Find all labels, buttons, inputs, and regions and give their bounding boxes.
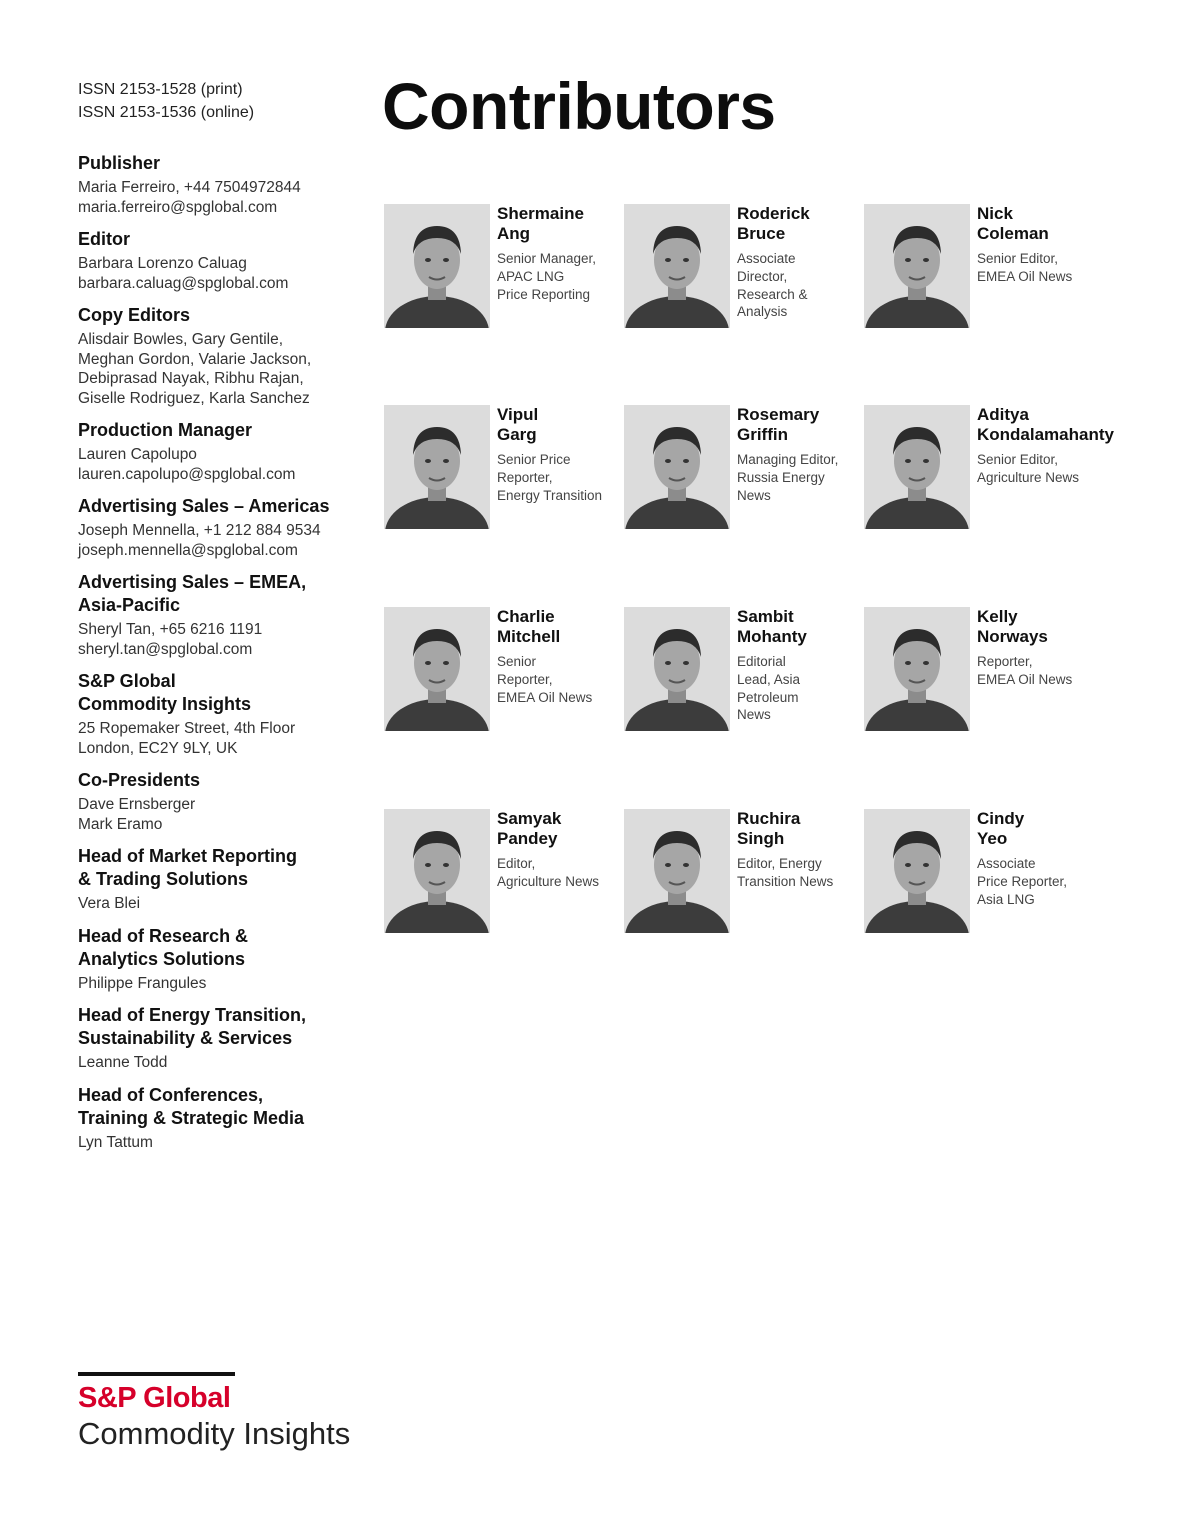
contributor-role-line: Reporter,: [497, 469, 553, 485]
section-detail-line: Barbara Lorenzo Caluag: [78, 255, 247, 272]
portrait-photo: [864, 809, 970, 933]
contributor-name-line: Norways: [977, 627, 1048, 646]
contributor-name-line: Charlie: [497, 607, 555, 626]
contributor-name-line: Mitchell: [497, 627, 561, 646]
section-details: [78, 1053, 358, 1073]
section-detail-line: Lauren Capolupo: [78, 446, 197, 463]
section-details: [78, 719, 358, 758]
section-heading-line: S&P Global: [78, 671, 176, 691]
contributor-card: [864, 204, 1104, 334]
contributor-role-line: Senior Editor,: [977, 251, 1059, 266]
contributor-role-line: EMEA Oil News: [497, 689, 593, 705]
contributor-role-line: Asia LNG: [977, 891, 1035, 907]
section-details: [78, 178, 358, 217]
logo-brand: S&P Global: [78, 1382, 231, 1414]
contributor-info: [497, 204, 627, 303]
portrait-photo: [864, 405, 970, 529]
section-heading-line: Co-Presidents: [78, 770, 201, 790]
section-detail-line: maria.ferreiro@spglobal.com: [78, 198, 278, 216]
section-heading-line: Asia-Pacific: [78, 595, 181, 615]
contributor-name: [737, 607, 867, 647]
contributor-card: [864, 607, 1104, 737]
portrait-photo: [384, 607, 490, 731]
section-details: [78, 620, 358, 659]
contributor-role-line: Reporter,: [977, 654, 1033, 669]
contributor-role: [497, 653, 627, 706]
contributor-role-line: Reporter,: [497, 671, 553, 687]
contributor-name-line: Ruchira: [737, 809, 801, 828]
section-detail-line: joseph.mennella@spglobal.com: [78, 541, 298, 559]
contributor-role-line: Senior: [497, 654, 537, 669]
section-details: [78, 521, 358, 560]
section-heading-line: Head of Conferences,: [78, 1084, 264, 1105]
section-heading-line: Head of Market Reporting: [78, 846, 298, 866]
contributor-name-line: Garg: [497, 425, 537, 444]
contributor-name: [977, 607, 1107, 647]
portrait-photo: [384, 405, 490, 529]
contributor-name: [497, 607, 627, 647]
contributor-name-line: Roderick: [737, 204, 810, 223]
section-heading: [78, 571, 358, 617]
contributor-role-line: Agriculture News: [977, 469, 1080, 485]
contributor-role: [977, 653, 1107, 689]
contributor-card: [864, 405, 1114, 535]
logo-bar: [78, 1372, 235, 1376]
contributor-role-line: Associate: [977, 856, 1036, 871]
contributor-role-line: Associate: [737, 251, 796, 266]
section-detail-line: Leanne Todd: [78, 1054, 168, 1071]
portrait-photo: [624, 204, 730, 328]
masthead-section: [78, 571, 358, 659]
section-heading-line: Training & Strategic Media: [78, 1107, 305, 1128]
masthead-section: [78, 152, 358, 217]
section-heading-line: Advertising Sales – Americas: [78, 496, 330, 516]
contributor-info: [977, 809, 1107, 908]
section-detail-line: Giselle Rodriguez, Karla Sanchez: [78, 389, 310, 407]
contributor-role: [497, 855, 627, 891]
contributor-name-line: Sambit: [737, 607, 794, 626]
contributor-name: [497, 204, 627, 244]
contributor-role-line: Energy Transition: [497, 487, 603, 503]
section-heading: [78, 419, 358, 442]
contributor-role-line: Research &: [737, 286, 808, 302]
contributor-name-line: Coleman: [977, 224, 1049, 243]
contributor-role-line: Senior Manager,: [497, 251, 597, 266]
issn-print: ISSN 2153-1528 (print): [78, 81, 243, 98]
section-detail-line: lauren.capolupo@spglobal.com: [78, 465, 296, 483]
section-detail-line: Maria Ferreiro, +44 7504972844: [78, 179, 301, 196]
section-detail-line: Philippe Frangules: [78, 974, 207, 992]
contributor-info: [977, 607, 1107, 689]
contributor-role-line: Transition News: [737, 873, 834, 889]
contributor-role: [497, 250, 627, 303]
contributor-role-line: Editor,: [497, 856, 536, 871]
contributor-role: [977, 250, 1107, 286]
contributor-name: [977, 405, 1114, 445]
section-heading-line: Production Manager: [78, 420, 253, 440]
section-heading: [78, 925, 358, 971]
contributor-role-line: Petroleum: [737, 689, 799, 705]
issn-block: [78, 78, 254, 124]
masthead-section: [78, 228, 358, 293]
contributor-role: [737, 451, 867, 504]
contributor-role-line: Editorial: [737, 654, 786, 669]
contributor-role-line: Editor, Energy: [737, 856, 822, 871]
contributor-role-line: Agriculture News: [497, 873, 600, 889]
section-detail-line: London, EC2Y 9LY, UK: [78, 739, 238, 757]
contributor-role-line: News: [737, 487, 771, 503]
section-detail-line: barbara.caluag@spglobal.com: [78, 274, 289, 292]
section-heading: [78, 495, 358, 518]
masthead-section: [78, 495, 358, 560]
contributor-role: [977, 451, 1107, 487]
section-detail-line: Sheryl Tan, +65 6216 1191: [78, 621, 263, 638]
issn-online: ISSN 2153-1536 (online): [78, 104, 255, 121]
section-heading-line: Sustainability & Services: [78, 1028, 293, 1048]
contributor-role-line: Price Reporter,: [977, 873, 1068, 889]
contributor-info: [497, 607, 627, 706]
contributor-name: [737, 405, 867, 445]
contributor-info: [497, 809, 627, 891]
section-heading: [78, 670, 358, 716]
portrait-photo: [384, 809, 490, 933]
contributor-card: [624, 204, 864, 334]
contributor-card: [384, 204, 624, 334]
section-heading-line: Head of Energy Transition,: [78, 1005, 307, 1025]
section-detail-line: Joseph Mennella, +1 212 884 9534: [78, 522, 321, 539]
section-detail-line: Meghan Gordon, Valarie Jackson,: [78, 350, 312, 368]
contributor-name: [737, 809, 867, 849]
contributor-info: [977, 204, 1107, 286]
contributor-info: [497, 405, 627, 504]
contributor-name: [977, 809, 1107, 849]
contributor-role: [737, 250, 867, 321]
contributor-role-line: Russia Energy: [737, 469, 825, 485]
masthead-section: [78, 769, 358, 834]
portrait-photo: [624, 405, 730, 529]
contributor-role-line: Managing Editor,: [737, 452, 839, 467]
section-heading-line: Advertising Sales – EMEA,: [78, 572, 307, 592]
section-detail-line: Dave Ernsberger: [78, 796, 196, 813]
contributor-role-line: EMEA Oil News: [977, 268, 1073, 284]
contributor-name-line: Mohanty: [737, 627, 807, 646]
contributor-name: [977, 204, 1107, 244]
contributor-name-line: Aditya: [977, 405, 1029, 424]
contributor-info: [977, 405, 1114, 487]
section-detail-line: 25 Ropemaker Street, 4th Floor: [78, 720, 296, 737]
contributor-role-line: EMEA Oil News: [977, 671, 1073, 687]
section-heading: [78, 228, 358, 251]
contributor-card: [624, 809, 864, 939]
section-details: [78, 330, 358, 408]
masthead-section: [78, 1084, 358, 1153]
section-heading-line: Copy Editors: [78, 305, 191, 325]
contributor-role-line: News: [737, 707, 771, 723]
contributor-name-line: Pandey: [497, 829, 558, 848]
contributor-role: [737, 855, 867, 891]
section-details: [78, 445, 358, 484]
portrait-photo: [864, 204, 970, 328]
contributor-name-line: Bruce: [737, 224, 786, 243]
masthead-section: [78, 925, 358, 994]
section-detail-line: Lyn Tattum: [78, 1133, 153, 1151]
contributor-role: [497, 451, 627, 504]
section-heading-line: Commodity Insights: [78, 694, 252, 714]
contributor-name-line: Shermaine: [497, 204, 584, 223]
portrait-photo: [384, 204, 490, 328]
section-heading: [78, 1084, 358, 1130]
section-heading-line: Editor: [78, 229, 130, 249]
section-details: [78, 894, 358, 914]
contributor-name-line: Kondalamahanty: [977, 425, 1114, 444]
contributor-name-line: Rosemary: [737, 405, 820, 424]
contributor-card: [384, 607, 624, 737]
section-heading-line: Head of Research &: [78, 925, 249, 946]
masthead-section: [78, 419, 358, 484]
contributor-role-line: APAC LNG: [497, 268, 565, 284]
contributor-info: [737, 809, 867, 891]
section-detail-line: Mark Eramo: [78, 815, 163, 833]
contributor-role: [977, 855, 1107, 908]
contributor-role-line: Lead, Asia: [737, 671, 801, 687]
section-detail-line: Debiprasad Nayak, Ribhu Rajan,: [78, 370, 304, 387]
section-heading: [78, 152, 358, 175]
contributor-name-line: Singh: [737, 829, 785, 848]
contributor-card: [384, 809, 624, 939]
logo-subtitle: Commodity Insights: [78, 1416, 351, 1451]
masthead-section: [78, 304, 358, 408]
contributor-card: [624, 607, 864, 737]
contributor-name: [497, 809, 627, 849]
portrait-photo: [624, 607, 730, 731]
section-details: [78, 254, 358, 293]
section-details: [78, 1133, 358, 1153]
contributor-name-line: Ang: [497, 224, 531, 243]
section-heading-line: Analytics Solutions: [78, 948, 246, 969]
section-heading: [78, 845, 358, 891]
contributor-name-line: Nick: [977, 204, 1013, 223]
contributor-card: [384, 405, 624, 535]
section-details: [78, 974, 358, 994]
section-heading: [78, 304, 358, 327]
masthead: [78, 152, 358, 1163]
contributor-name-line: Samyak: [497, 809, 562, 828]
contributor-info: [737, 204, 867, 321]
section-heading-line: Publisher: [78, 153, 161, 173]
masthead-section: [78, 845, 358, 914]
contributor-name-line: Kelly: [977, 607, 1018, 626]
section-detail-line: Vera Blei: [78, 895, 141, 912]
section-heading-line: & Trading Solutions: [78, 869, 248, 889]
contributor-card: [864, 809, 1104, 939]
contributor-role-line: Analysis: [737, 304, 788, 320]
masthead-section: [78, 1004, 358, 1073]
contributor-name-line: Yeo: [977, 829, 1008, 848]
portrait-photo: [624, 809, 730, 933]
contributor-role-line: Director,: [737, 268, 788, 284]
masthead-section: [78, 670, 358, 758]
page-title: Contributors: [382, 69, 776, 143]
contributor-name-line: Vipul: [497, 405, 539, 424]
contributor-info: [737, 607, 867, 724]
contributor-name: [497, 405, 627, 445]
portrait-photo: [864, 607, 970, 731]
contributor-role-line: Senior Editor,: [977, 452, 1059, 467]
section-heading: [78, 1004, 358, 1050]
contributor-card: [624, 405, 864, 535]
contributor-role-line: Price Reporting: [497, 286, 591, 302]
section-detail-line: sheryl.tan@spglobal.com: [78, 640, 253, 658]
company-logo: [78, 1372, 350, 1451]
section-details: [78, 795, 358, 834]
section-heading: [78, 769, 358, 792]
contributor-role: [737, 653, 867, 724]
contributor-role-line: Senior Price: [497, 452, 571, 467]
contributor-name: [737, 204, 867, 244]
contributor-info: [737, 405, 867, 504]
section-detail-line: Alisdair Bowles, Gary Gentile,: [78, 331, 284, 348]
contributor-name-line: Griffin: [737, 425, 788, 444]
contributor-name-line: Cindy: [977, 809, 1025, 828]
